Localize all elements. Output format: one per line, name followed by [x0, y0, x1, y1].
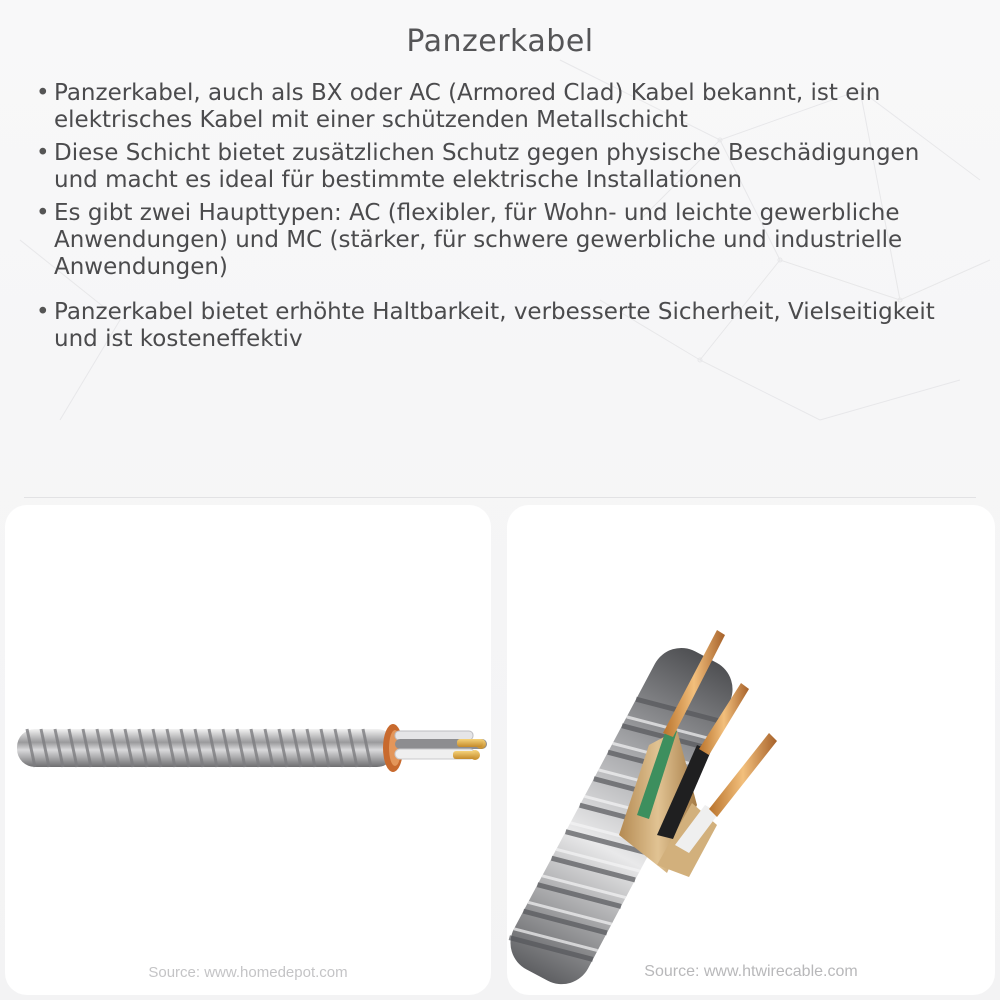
page-title: Panzerkabel — [406, 24, 594, 59]
image-source-caption: Source: www.homedepot.com — [148, 964, 348, 981]
bullet-item: • Panzerkabel bietet erhöhte Haltbarkeit, verbesserte Sicherheit, Vielseitigkeit und ist kosteneffektiv — [34, 299, 969, 353]
image-card-left — [5, 505, 491, 995]
bullet-item: • Panzerkabel, auch als BX oder AC (Armored Clad) Kabel bekannt, ist ein elektrisches Kabel mit einer schützenden Metallschicht — [34, 80, 969, 134]
divider — [24, 497, 976, 498]
image-source-caption: Source: www.htwirecable.com — [644, 963, 858, 980]
armored-cable-horizontal-image — [5, 505, 491, 995]
image-card-right — [507, 505, 995, 995]
bullet-item: • Diese Schicht bietet zusätzlichen Schutz gegen physische Beschädigungen und macht es ideal für bestimmte elektrische Installationen — [34, 140, 969, 194]
bullet-item: • Es gibt zwei Haupttypen: AC (flexibler, für Wohn- und leichte gewerbliche Anwendungen) und MC (stärker, für schwere gewerbliche und industrielle Anwendungen) — [34, 200, 969, 281]
bullet-list — [34, 80, 969, 359]
armored-cable-closeup-image — [507, 505, 995, 995]
